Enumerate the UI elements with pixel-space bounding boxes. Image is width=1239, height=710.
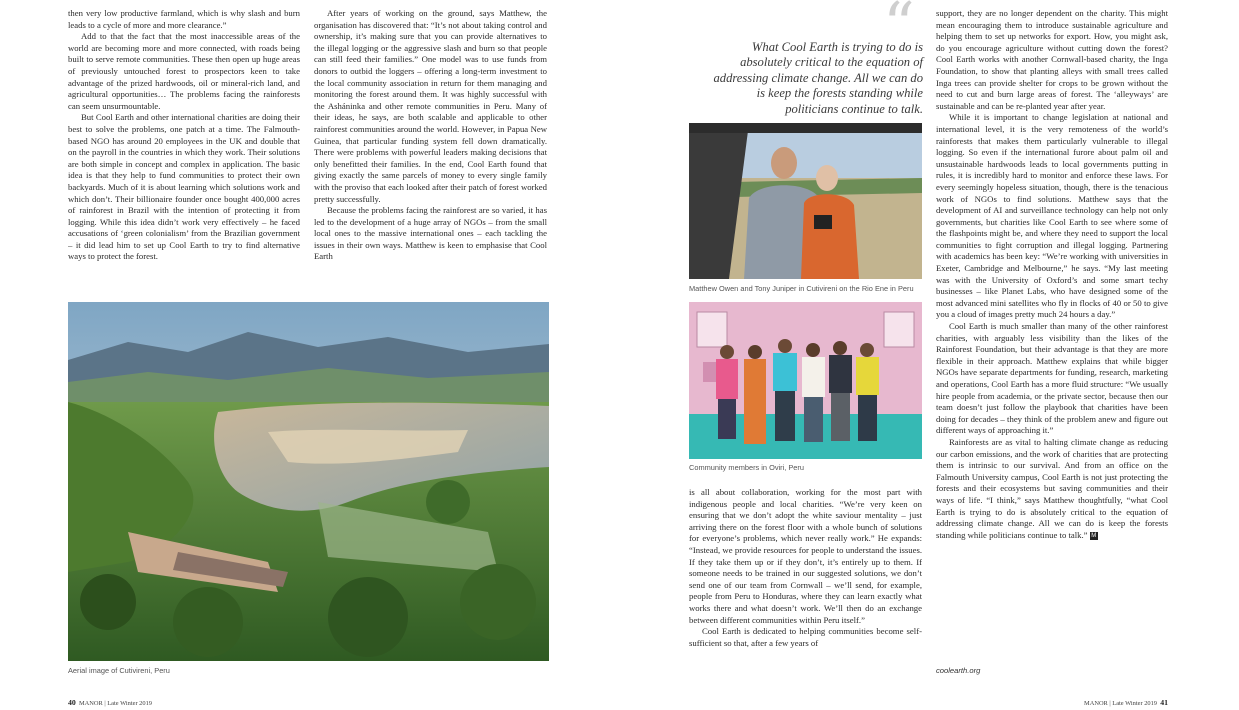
paragraph: Because the problems facing the rainforest are so varied, it has led to the development of a huge array of NGOs – from the small local ones to the massive international ones – each tackling the issues in their own ways. Matthew is keen to emphasise that Cool Earth [314,205,547,262]
aerial-photo [68,302,549,661]
folio-text: MANOR | Late Winter 2019 [1084,700,1157,707]
paragraph: support, they are no longer dependent on the charity. This might mean encouraging them to introduce sustainable agriculture and helping them to set up networks for export. How, you might ask, do you encourage agriculture without cutting down the forest? Cool Earth works with another Cornwall-based charity, the Inga Foundation, to show that planting alleys with small trees called Inga trees can provide shelter for crops to be grown without the need to cut and burn large areas of forest. The ‘alleyways’ are sustainable and can be re-planted year after year. [936,8,1168,111]
quote-mark-icon: “ [883,0,915,61]
pull-quote: What Cool Earth is trying to do is absolutely critical to the equation of addressing climate change. All we can do is keep the forests standing while politicians continue to talk. [713,40,923,116]
folio-left [68,698,152,707]
boat-photo [689,123,922,279]
article-column-2 [314,8,547,298]
paragraph-text: Rainforests are as vital to halting climate change as reducing our carbon emissions, and the work of charities that are protecting them is intrinsic to our survival. And from an office on the Falmouth University campus, Cool Earth is not just protecting the forests and their ecosystems but saving communities and their ways of life. “I think,” says Matthew thoughtfully, “what Cool Earth is trying to do is absolutely critical to the equation of addressing climate change. All we can do is keep the forests standing while politicians continue to talk.” [936,436,1168,540]
community-photo [689,302,922,459]
paragraph: Add to that the fact that the most inaccessible areas of the world are becoming more and more connected, with roads being built to serve remote communities. These then open up huge areas of previously untouched forest to prospectors keen to take advantage of the prized hardwoods, oil or mineral-rich land, and agricultural opportunities… The problems facing the rainforests can seem unsurmountable. [68,31,300,111]
paragraph: After years of working on the ground, says Matthew, the organisation has discovered that: “It’s not about taking control and ownership, it’s making sure that you can provide alternatives to the illegal logging or the aggressive slash and burn so that people can still feed their families.” One model was to use funds from donors to outbid the loggers – offering a long-term investment to the local community association in return for them managing and monitoring the forest around them. It was highly successful with the Asháninka and other remote communities in Peru. Many of their ideas, he says, are both scalable and applicable to other rainforest communities around the world. However, in Papua New Guinea, that particular funding system fell down dramatically. There were problems with powerful leaders making decisions that only benefitted their families. In the end, Cool Earth found that giving exactly the same parcels of money to every single family with the proviso that each looked after their patch of forest worked pretty successfully. [314,8,547,204]
paragraph: then very low productive farmland, which is why slash and burn leads to a cycle of more and more clearance.” [68,8,300,30]
website-link[interactable]: coolearth.org [936,666,981,675]
page-number: 40 [68,698,76,707]
photo-caption: Matthew Owen and Tony Juniper in Cutivireni on the Rio Ene in Peru [689,284,914,293]
page-number: 41 [1160,698,1168,707]
paragraph: is all about collaboration, working for the most part with indigenous people and local charities. “We’re very keen on ensuring that we don’t adopt the white saviour mentality – just arriving there on the forest floor with a whole bunch of solutions for everyone’s problems, which never really work.” He expands: “Instead, we provide resources for people to understand the issues. If they take them up or if they don’t, it’s entirely up to them. If someone needs to be trained in our suggested solutions, we don’t send one of our team from Cornwall – we’ll send, for example, people from Peru to Honduras, where they can learn exactly what works there and what doesn’t work. We’ll then do an exchange between different communities within Peru itself.” [689,487,922,625]
folio-text: MANOR | Late Winter 2019 [79,700,152,707]
article-column-3 [689,487,922,677]
paragraph: While it is important to change legislation at national and international level, it is the very remoteness of the world’s rainforests that makes them particularly vulnerable to illegal logging. So even if the international furore about palm oil and unsustainable hardwoods leads to local governments putting in rules, it is incredibly hard to monitor and enforce these laws. For every seemingly hopeless situation, though, there is the tenacious work of NGOs to find solutions. Matthew says that the development of AI and surveillance technology can help not only governments, but charities like Cool Earth to see where some of the flashpoints might be, and where they need to support the local communities to fight corruption and illegal logging. Partnering with academics has been key: “We’re working with universities in Exeter, Cambridge and Melbourne,” he says. “My last meeting was with the University of Oxford’s and some smart techy businesses – like Planet Labs, who have designed some of the most advanced mini satellites who fly in flocks of 40 or 50 to give you a cloud of images pretty much 24 hours a day.” [936,112,1168,320]
photo-caption: Community members in Oviri, Peru [689,463,804,472]
article-column-4 [936,8,1168,656]
paragraph [936,437,1168,541]
article-column-1 [68,8,300,298]
paragraph: But Cool Earth and other international charities are doing their best to solve the problems, one patch at a time. The Falmouth-based NGO has around 20 employees in the UK and double that on the payroll in the countries in which they work. Their solutions are both simple in concept and complex in application. The basic idea is that they help to fund communities to protect their own backyards. Much of it is about learning which solutions work and which don’t. Their billionaire founder once bought 400,000 acres of rainforest in Brazil with the intention of protecting it from logging. While this idea didn’t work very effectively – he faced accusations of ‘green colonialism’ from the Brazilian government – it did lead him to set up Cool Earth to try to find alternative ways to protect the forest. [68,112,300,262]
paragraph: Cool Earth is much smaller than many of the other rainforest charities, with arguably less visibility than the likes of the Rainforest Foundation, but their advantage is that they are more flexible in their approach. Matthew explains that while bigger NGOs have separate departments for funding, research, marketing and operations, Cool Earth has a more fluid structure: “We usually hire people from academia, or the private sector, because then our team doesn’t just follow the playbook that charities have been doing for decades – they think of the problem anew and figure out different ways of approaching it.” [936,321,1168,436]
folio-right [1084,698,1168,707]
paragraph: Cool Earth is dedicated to helping communities become self-sufficient so that, after a few years of [689,626,922,648]
photo-caption: Aerial image of Cutivireni, Peru [68,666,170,675]
end-mark-icon: M [1091,532,1097,539]
